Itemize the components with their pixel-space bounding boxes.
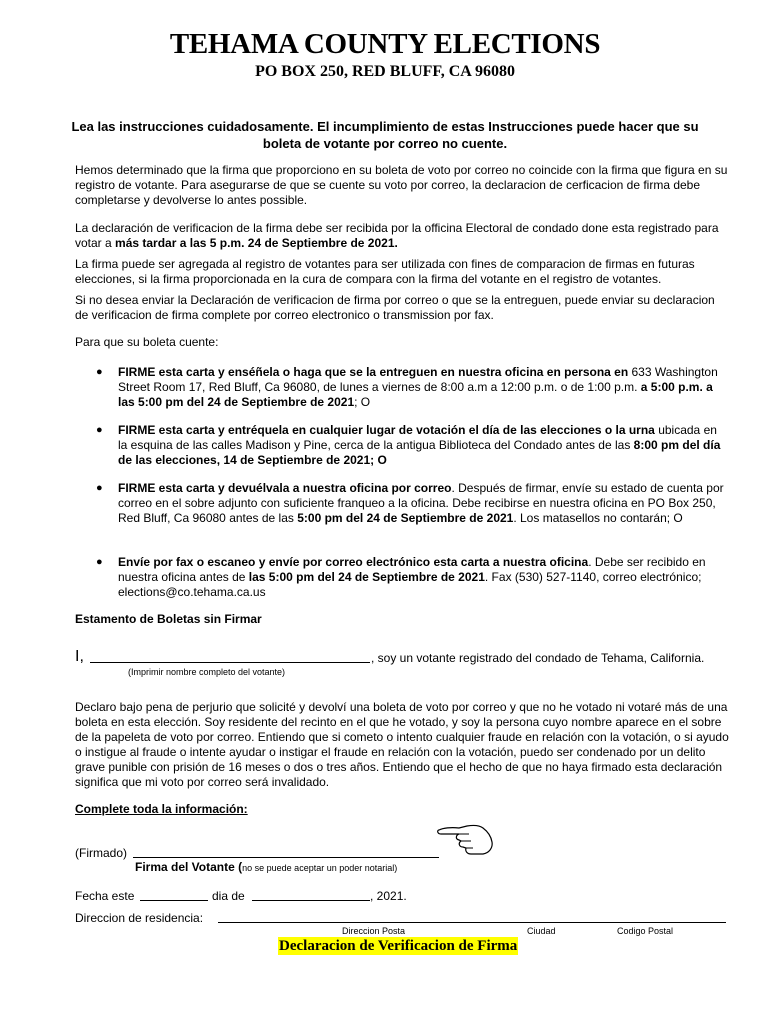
intro-paragraph-1: Hemos determinado que la firma que proporciono en su boleta de voto por correo no coincide con la firma que figura en su registro de votante. Para asegurarse de que se cuente su voto por correo, la declaracion de cerficacion de firma debe completarse y devolverse lo antes possible.	[75, 163, 728, 207]
bullet-dot-icon: ●	[96, 482, 103, 494]
date-year-label: , 2021.	[370, 889, 407, 903]
bullet-dot-icon: ●	[96, 424, 103, 436]
voter-name-field[interactable]	[90, 662, 370, 663]
bullet-bold: 5:00 pm del 24 de Septiembre de 2021	[297, 511, 514, 525]
address-caption-street: Direccion Posta	[342, 926, 406, 936]
bullet-bold: FIRME esta carta y entréquela en cualquier lugar de votación el día de las elecciones o la urna	[118, 423, 655, 437]
bullet-bold: FIRME esta carta y enséñela o haga que se la entreguen en nuestra oficina en persona en	[118, 365, 632, 379]
bullet-bold: 8:00 pm del día de las elecciones, 14 de Septiembre de 2021; O	[118, 438, 721, 467]
bullet-text: . Fax (530) 527-1140, correo electrónico; elections@co.tehama.ca.us	[118, 570, 702, 599]
form-heading	[75, 802, 248, 816]
bullet-text: ; O	[354, 395, 371, 409]
intro-paragraph-3: La firma puede ser agregada al registro de votantes para ser utilizada con fines de comparacion de firmas en futuras elecciones, si la firma proporcionada en la cura de compara con la firma del votante en el registro de votantes.	[75, 257, 695, 286]
bullet-text: 633 Washington Street Room 17, Red Bluff, Ca 96080, de lunes a viernes de 8:00 a.m a 12:00 p.m. o de 1:00 p.m.	[118, 365, 718, 394]
date-day-field[interactable]	[140, 900, 208, 901]
bullet-text: ubicada en la esquina de las calles Madison y Pine, cerca de la antigua Biblioteca del Condado antes de las	[118, 423, 717, 452]
bullet-item	[118, 555, 726, 600]
office-address: PO BOX 250, RED BLUFF, CA 96080	[255, 63, 515, 80]
deadline-bold: más tardar a las 5 p.m. 24 de Septiembre de 2021.	[115, 236, 398, 250]
intro-paragraph-2	[75, 221, 731, 251]
address-label: Direccion de residencia:	[75, 911, 204, 925]
bullet-item	[118, 365, 726, 410]
signature-caption	[135, 860, 397, 874]
name-caption: (Imprimir nombre completo del votante)	[128, 667, 286, 677]
bullet-item	[118, 481, 726, 526]
form-heading-text: Complete toda la información:	[75, 802, 248, 816]
bullet-bold: FIRME esta carta y devuélvala a nuestra oficina por correo	[118, 481, 452, 495]
address-caption-zip: Codigo Postal	[617, 926, 674, 936]
declaration-paragraph: Declaro bajo pena de perjurio que solicité y devolví una boleta de voto por correo y que no he votado ni votaré más de una boleta en esta elección. Soy residente del recinto en el que he votado, y soy la persona cuyo nombre aparece en el sobre de la papeleta de voto por correo. Entiendo que si cometo o intento cualquier fraude en relación con la votación, o si ayudo o instigue al fraude o intente ayudar o instigar el fraude en relación con la votación, puedo ser condenado por un delito grave punible con prisión de 16 meses o dos o tres años. Entiendo que el hecho de que no haya firmado esta declaración significa que mi voto por correo será invalidado.	[75, 700, 729, 789]
statement-heading: Estamento de Boletas sin Firmar	[75, 612, 262, 626]
bullet-text: . Debe ser recibido en nuestra oficina antes de	[118, 555, 706, 584]
bullet-text: . Después de firmar, envíe su estado de cuenta por correo en el sobre adjunto con suficiente franqueo a la oficina. Debe recibirse en nuestra oficina en PO Box 250, Red Bluff, Ca 96080 antes de las	[118, 481, 724, 525]
signature-field[interactable]	[133, 857, 439, 858]
page-title: TEHAMA COUNTY ELECTIONS	[169, 28, 601, 60]
bullet-dot-icon: ●	[96, 556, 103, 568]
bullet-text: . Los matasellos no contarán; O	[513, 511, 683, 525]
address-caption-city: Ciudad	[527, 926, 556, 936]
pointing-hand-icon	[437, 820, 495, 856]
bullet-item	[118, 423, 726, 468]
date-label: Fecha este	[75, 889, 135, 903]
signed-label: (Firmado)	[75, 846, 128, 860]
declaration-banner: Declaracion de Verificacion de Firma	[279, 938, 518, 954]
i-label: I,	[75, 648, 84, 665]
bullet-bold: las 5:00 pm del 24 de Septiembre de 2021	[248, 570, 485, 584]
bullet-dot-icon: ●	[96, 366, 103, 378]
signature-caption-bold: Firma del Votante (	[135, 860, 243, 874]
intro-paragraph-4: Si no desea enviar la Declaración de verificacion de firma por correo o que se la entreguen, puede enviar su declaracion de verificacion de firma complete por correo electronico o transmission por fax.	[75, 293, 715, 322]
residence-address-field[interactable]	[218, 922, 726, 923]
instructions-warning: Lea las instrucciones cuidadosamente. El incumplimiento de estas Instrucciones puede hacer que su boleta de votante por correo no cuente.	[71, 119, 699, 151]
bullet-bold: Envíe por fax o escaneo y envíe por correo electrónico esta carta a nuestra oficina	[118, 555, 589, 569]
date-month-label: dia de	[212, 889, 245, 903]
intro-paragraph-5: Para que su boleta cuente:	[75, 335, 219, 349]
registered-voter-text: , soy un votante registrado del condado de Tehama, California.	[371, 651, 705, 665]
date-month-field[interactable]	[252, 900, 370, 901]
deadline-text: La declaración de verificacion de la firma debe ser recibida por la officina Electoral de condado done esta registrado para votar a	[75, 221, 719, 250]
signature-caption-small: no se puede aceptar un poder notarial)	[242, 863, 398, 873]
bullet-bold: a 5:00 p.m. a las 5:00 pm del 24 de Septiembre de 2021	[118, 380, 713, 409]
